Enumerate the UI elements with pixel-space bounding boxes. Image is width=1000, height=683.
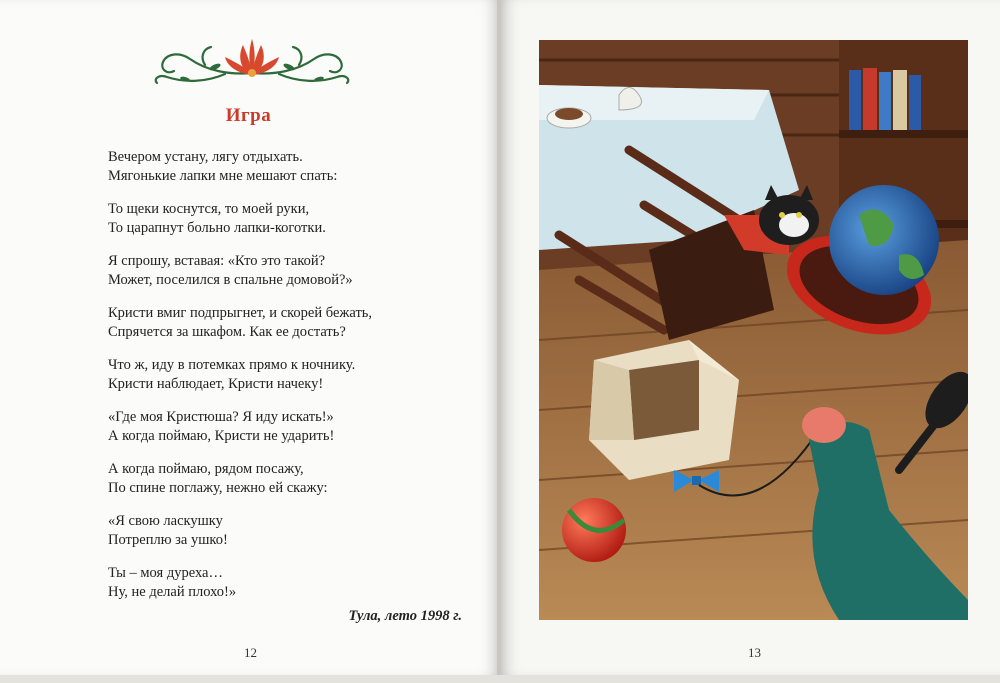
poem-line: «Я свою ласкушку (108, 513, 223, 529)
poem-stanza (108, 512, 478, 549)
poem-stanza (108, 252, 478, 289)
poem-line: Я спрошу, вставая: «Кто это такой? (108, 253, 326, 269)
poem-line: Что ж, иду в потемках прямо к ночнику. (108, 357, 356, 373)
poem-line: Потреплю за ушко! (108, 531, 228, 548)
poem-stanza (108, 564, 478, 601)
poem-line: По спине поглажу, нежно ей скажу: (108, 479, 328, 496)
poem-line: Вечером устану, лягу отдыхать. (108, 149, 303, 165)
poem-line: То царапнут больно лапки-коготки. (108, 219, 326, 236)
illustration-painting (539, 40, 968, 620)
illustration-kitten-room (539, 40, 968, 620)
poem-stanza (108, 356, 478, 393)
poem-line: Кристи вмиг подпрыгнет, и скорей бежать, (108, 305, 373, 321)
poem-signature: Тула, лето 1998 г. (348, 608, 462, 624)
poem-line: Может, поселился в спальне домовой?» (108, 271, 353, 288)
poem-line: А когда поймаю, рядом посажу, (108, 461, 304, 477)
poem-stanza (108, 304, 478, 341)
poem-line: Спрячется за шкафом. Как ее достать? (108, 323, 346, 340)
poem-line: Ну, не делай плохо!» (108, 583, 237, 600)
poem-body (108, 148, 478, 616)
page-number-right: 13 (748, 645, 761, 660)
poem-stanza (108, 460, 478, 497)
page-bottom-edge (0, 675, 1000, 683)
poem-title: Игра (225, 105, 272, 126)
poem-line: Кристи наблюдает, Кристи начеку! (108, 375, 324, 392)
poem-line: Ты – моя дуреха… (108, 565, 223, 581)
left-page (0, 0, 497, 675)
poem-stanza (108, 200, 478, 237)
poem-line: А когда поймаю, Кристи не ударить! (108, 427, 335, 444)
poem-line: Мягонькие лапки мне мешают спать: (108, 167, 338, 184)
floral-ornament-icon (145, 35, 360, 90)
poem-line: То щеки коснутся, то моей руки, (108, 201, 310, 217)
poem-stanza (108, 408, 478, 445)
poem-line: «Где моя Кристюша? Я иду искать!» (108, 409, 334, 425)
poem-stanza (108, 148, 478, 185)
page-number-left: 12 (244, 645, 257, 660)
